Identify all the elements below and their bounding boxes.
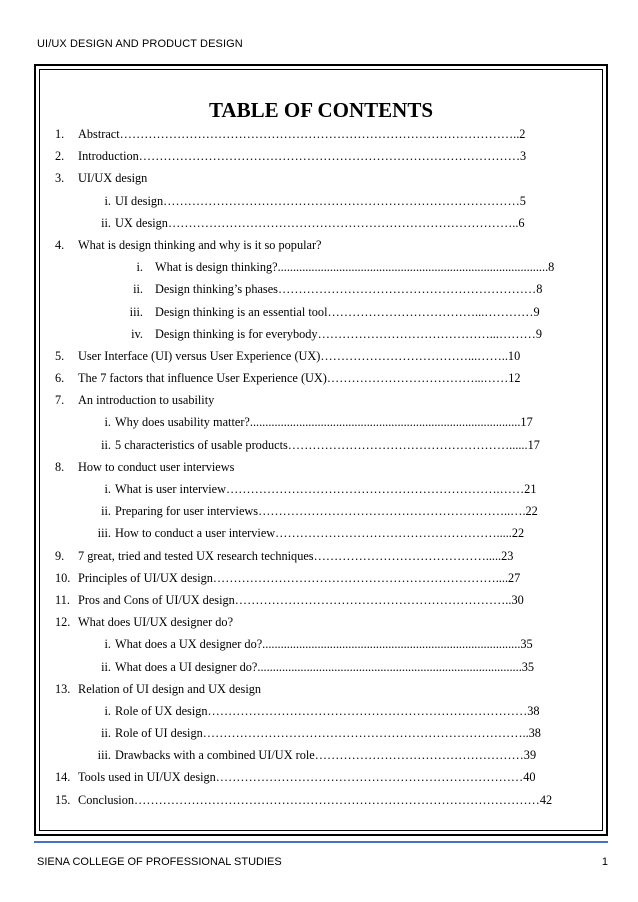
toc-entry-title: UI design……………………………………………………………………………5 [115,193,526,208]
toc-entry-title: Conclusion………………………………………………………………………………………42 [78,792,553,807]
toc-entry-number: iii. [97,748,111,763]
toc-entry-title: How to conduct a user interview……………………………………………….....22 [115,526,525,541]
toc-entry [55,678,586,700]
toc-entry-number: 1. [55,127,65,141]
toc-entry-number: 15. [55,792,71,807]
toc-entry-number: iii. [97,526,111,541]
toc-entry-number: i. [104,637,111,652]
toc-entry-number: ii. [101,437,111,452]
toc-entry-title: Role of UX design……………………………………………………………………38 [115,703,540,718]
toc-entry-number: 9. [55,548,65,563]
toc-entry [55,522,586,544]
toc-entry-title: How to conduct user interviews [78,459,235,474]
toc-entry-title: What is design thinking and why is it so popular? [78,237,322,252]
footer-institution: SIENA COLLEGE OF PROFESSIONAL STUDIES [37,856,282,868]
toc-entry [55,345,586,367]
toc-entry-number: i. [104,193,111,208]
toc-entry-number: 11. [55,592,70,607]
toc-entry-title: What is user interview………………………………………………………….……21 [115,482,537,496]
toc-entry-number: iii. [129,304,143,319]
toc-entry-title: Design thinking’s phases………………………………………………………8 [155,282,543,297]
toc-entry-title: Pros and Cons of UI/UX design…………………………………………………………..30 [78,592,524,607]
toc-entry-number: ii. [101,659,111,674]
toc-entry-number: ii. [133,282,143,297]
page-number: 1 [601,856,608,868]
toc-entry [55,434,586,456]
toc-entry-number: ii. [101,504,111,519]
toc-entry-title: Design thinking is an essential tool………………………………...…………9 [155,304,540,319]
toc-entry [55,190,586,212]
toc-entry-title: User Interface (UI) versus User Experience (UX)………………………………...……..10 [78,348,521,363]
toc-entry-number: 14. [55,770,71,785]
toc-entry [55,256,586,278]
toc-entry [55,545,586,567]
toc-entry-number: 2. [55,149,65,164]
toc-entry-title: What does UI/UX designer do? [78,615,234,630]
toc-entry-number: 7. [55,393,65,408]
toc-entry-title: Preparing for user interviews……………………………………………………..….22 [115,504,538,519]
toc-entry-number: 13. [55,681,71,696]
toc-entry-title: What does a UI designer do?......................................................................................35 [115,659,535,674]
toc-entry-number: 8. [55,459,65,474]
toc-entry [55,367,586,389]
toc-entry-title: Principles of UI/UX design……………………………………………………………....27 [78,570,521,585]
toc-entry-title: 7 great, tried and tested UX research techniques…………………………………….....23 [78,548,514,563]
toc-entry-title: 5 characteristics of usable products………………………………………………......17 [115,437,540,452]
toc-entry-title: Why does usability matter?........................................................................................17 [115,415,533,430]
page-border [34,64,608,836]
toc-entry [55,567,586,589]
toc-entry-number: 10. [55,570,71,585]
footer-rule [34,841,608,843]
toc-entry-number: iv. [131,326,143,341]
toc-entry [55,389,586,411]
toc-entry [55,145,586,167]
toc-entry-number: 3. [55,171,65,186]
toc-entry-title: Design thinking is for everybody……………………………………...………9 [155,326,542,341]
toc-entry [55,656,586,678]
page-title: TABLE OF CONTENTS [208,98,434,122]
toc-entry [55,323,586,345]
toc-entry-number: 5. [55,348,65,363]
toc-entry [55,411,586,433]
toc-entry [55,633,586,655]
toc-entry-number: i. [104,482,111,496]
toc-entry-number: i. [104,415,111,430]
toc-entry [55,212,586,234]
toc-entry [55,456,586,478]
toc-entry-title: An introduction to usability [78,393,215,408]
toc-entry-title: Tools used in UI/UX design…………………………………………………………………40 [78,770,536,785]
toc-entry [55,611,586,633]
toc-entry [55,589,586,611]
toc-entry-number: 6. [55,371,65,386]
toc-entry [55,278,586,300]
toc-entry-number: 12. [55,615,71,630]
toc-entry [55,301,586,323]
toc-entry-title: Relation of UI design and UX design [78,681,262,696]
toc-entry [55,789,586,811]
running-header: UI/UX DESIGN AND PRODUCT DESIGN [37,38,243,50]
toc-entry [55,744,586,766]
toc-entry [55,234,586,256]
toc-entry-title: Introduction…………………………………………………………………………………3 [78,149,527,164]
toc-entry [55,167,586,189]
toc-entry-title: The 7 factors that influence User Experience (UX)………………………………...……12 [78,371,521,386]
toc-entry-title: Drawbacks with a combined UI/UX role……………………………………………39 [115,748,537,763]
toc-list [55,123,586,811]
toc-entry-number: ii. [101,215,111,230]
toc-entry-number: 4. [55,237,65,252]
toc-entry-title: What does a UX designer do?....................................................................................35 [115,637,533,652]
toc-entry-title: UX design…………………………………………………………………………..6 [115,215,525,230]
toc-entry-number: i. [136,260,143,275]
toc-entry-title: Abstract……………………………………………………………………………………..2 [78,127,526,141]
toc-entry-number: ii. [101,726,111,741]
toc-entry [55,766,586,788]
toc-entry [55,700,586,722]
toc-entry-title: UI/UX design [78,171,148,186]
toc-entry-number: i. [104,703,111,718]
toc-entry [55,722,586,744]
toc-entry-title: What is design thinking?........................................................................................8 [155,260,555,275]
toc-entry-title: Role of UI design……………………………………………………………………..38 [115,726,541,741]
toc-entry [55,123,586,145]
toc-entry [55,478,586,500]
toc-entry [55,500,586,522]
